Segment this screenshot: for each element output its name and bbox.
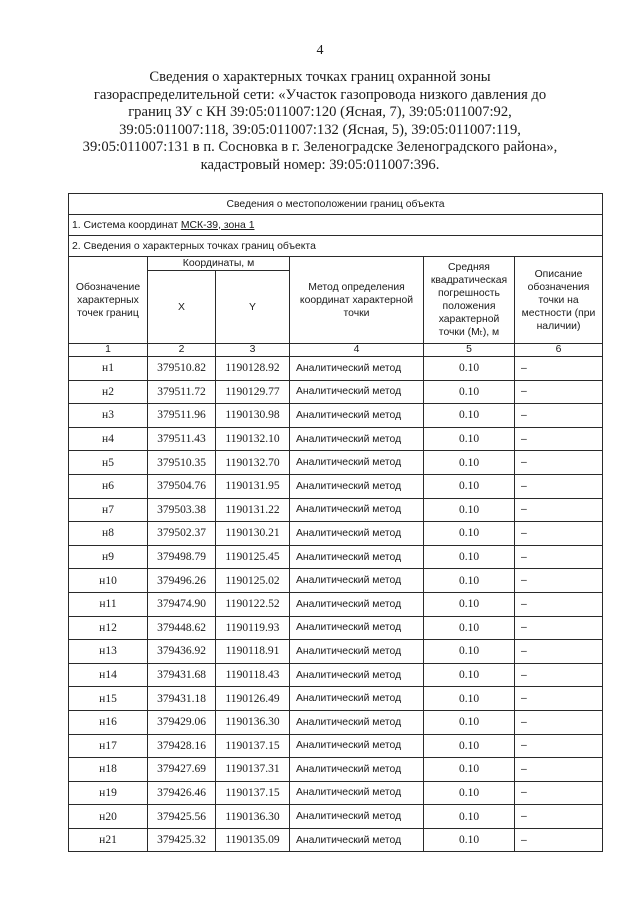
cell-accuracy: 0.10 <box>424 781 515 805</box>
coordinate-system-prefix: 1. Система координат <box>72 219 181 231</box>
header-description: Описание обозначения точки на местности (при наличии) <box>515 257 603 344</box>
table-row <box>69 545 603 569</box>
cell-method: Аналитический метод <box>290 474 424 498</box>
cell-y: 1190130.98 <box>216 404 290 428</box>
cell-accuracy: 0.10 <box>424 404 515 428</box>
cell-x: 379502.37 <box>148 522 216 546</box>
cell-method: Аналитический метод <box>290 828 424 852</box>
cell-point: н21 <box>69 828 148 852</box>
title-line: газораспределительной сети: «Участок газопровода низкого давления до <box>93 86 547 103</box>
cell-description: – <box>515 522 603 546</box>
cell-x: 379474.90 <box>148 592 216 616</box>
table-row <box>69 474 603 498</box>
cell-description: – <box>515 616 603 640</box>
cell-method: Аналитический метод <box>290 758 424 782</box>
cell-point: н18 <box>69 758 148 782</box>
cell-accuracy: 0.10 <box>424 616 515 640</box>
cell-point: н9 <box>69 545 148 569</box>
cell-accuracy: 0.10 <box>424 828 515 852</box>
cell-accuracy: 0.10 <box>424 569 515 593</box>
cell-method: Аналитический метод <box>290 805 424 829</box>
cell-point: н1 <box>69 357 148 381</box>
cell-x: 379498.79 <box>148 545 216 569</box>
cell-description: – <box>515 687 603 711</box>
table-row <box>69 616 603 640</box>
cell-point: н20 <box>69 805 148 829</box>
cell-y: 1190136.30 <box>216 805 290 829</box>
table-row <box>69 404 603 428</box>
cell-accuracy: 0.10 <box>424 758 515 782</box>
cell-point: н6 <box>69 474 148 498</box>
cell-y: 1190128.92 <box>216 357 290 381</box>
coordinate-system-row <box>69 215 603 236</box>
cell-y: 1190136.30 <box>216 710 290 734</box>
table-row <box>69 592 603 616</box>
cell-accuracy: 0.10 <box>424 592 515 616</box>
cell-y: 1190135.09 <box>216 828 290 852</box>
cell-x: 379426.46 <box>148 781 216 805</box>
cell-method: Аналитический метод <box>290 710 424 734</box>
table-row <box>69 640 603 664</box>
cell-y: 1190125.45 <box>216 545 290 569</box>
title-line: 39:05:011007:118, 39:05:011007:132 (Ясная, 5), 39:05:011007:119, <box>119 121 521 138</box>
cell-description: – <box>515 380 603 404</box>
cell-method: Аналитический метод <box>290 781 424 805</box>
table-row <box>69 687 603 711</box>
cell-y: 1190131.95 <box>216 474 290 498</box>
cell-x: 379511.72 <box>148 380 216 404</box>
cell-description: – <box>515 758 603 782</box>
cell-accuracy: 0.10 <box>424 498 515 522</box>
boundary-points-table <box>68 193 603 852</box>
cell-description: – <box>515 498 603 522</box>
cell-method: Аналитический метод <box>290 380 424 404</box>
cell-accuracy: 0.10 <box>424 663 515 687</box>
cell-description: – <box>515 828 603 852</box>
cell-description: – <box>515 357 603 381</box>
cell-description: – <box>515 404 603 428</box>
cell-y: 1190132.70 <box>216 451 290 475</box>
table-caption: Сведения о местоположении границ объекта <box>69 194 603 215</box>
cell-method: Аналитический метод <box>290 687 424 711</box>
header-y: Y <box>216 271 290 344</box>
cell-accuracy: 0.10 <box>424 522 515 546</box>
points-section-row: 2. Сведения о характерных точках границ объекта <box>69 236 603 257</box>
cell-method: Аналитический метод <box>290 545 424 569</box>
cell-y: 1190130.21 <box>216 522 290 546</box>
cell-x: 379425.56 <box>148 805 216 829</box>
cell-x: 379510.35 <box>148 451 216 475</box>
cell-accuracy: 0.10 <box>424 380 515 404</box>
cell-method: Аналитический метод <box>290 640 424 664</box>
cell-point: н10 <box>69 569 148 593</box>
cell-description: – <box>515 663 603 687</box>
cell-point: н15 <box>69 687 148 711</box>
cell-x: 379496.26 <box>148 569 216 593</box>
title-line: Сведения о характерных точках границ охранной зоны <box>149 69 491 85</box>
table-row <box>69 805 603 829</box>
cell-point: н3 <box>69 404 148 428</box>
table-row <box>69 663 603 687</box>
cell-method: Аналитический метод <box>290 427 424 451</box>
coordinate-system-name: МСК-39, зона 1 <box>180 219 255 231</box>
cell-y: 1190118.43 <box>216 663 290 687</box>
cell-method: Аналитический метод <box>290 616 424 640</box>
table-row <box>69 781 603 805</box>
table-row <box>69 522 603 546</box>
cell-x: 379431.68 <box>148 663 216 687</box>
table-row <box>69 734 603 758</box>
cell-x: 379429.06 <box>148 710 216 734</box>
cell-x: 379428.16 <box>148 734 216 758</box>
cell-point: н19 <box>69 781 148 805</box>
cell-method: Аналитический метод <box>290 592 424 616</box>
cell-y: 1190125.02 <box>216 569 290 593</box>
table-row <box>69 380 603 404</box>
cell-y: 1190129.77 <box>216 380 290 404</box>
header-method: Метод определения координат характерной точки <box>290 257 424 344</box>
table-row <box>69 427 603 451</box>
cell-x: 379425.32 <box>148 828 216 852</box>
cell-x: 379511.43 <box>148 427 216 451</box>
table-row <box>69 710 603 734</box>
table-row <box>69 569 603 593</box>
cell-method: Аналитический метод <box>290 404 424 428</box>
cell-description: – <box>515 781 603 805</box>
cell-y: 1190118.91 <box>216 640 290 664</box>
cell-y: 1190131.22 <box>216 498 290 522</box>
cell-point: н17 <box>69 734 148 758</box>
table-row <box>69 498 603 522</box>
header-point: Обозначение характерных точек границ <box>69 257 148 344</box>
title-line: кадастровый номер: 39:05:011007:396. <box>200 156 440 173</box>
table-row <box>69 451 603 475</box>
title-line: 39:05:011007:131 в п. Сосновка в г. Зеленоградске Зеленоградского района», <box>82 139 558 156</box>
cell-accuracy: 0.10 <box>424 474 515 498</box>
cell-method: Аналитический метод <box>290 357 424 381</box>
cell-x: 379510.82 <box>148 357 216 381</box>
column-number: 3 <box>216 344 290 357</box>
table-row <box>69 828 603 852</box>
column-number: 1 <box>69 344 148 357</box>
column-number: 4 <box>290 344 424 357</box>
cell-accuracy: 0.10 <box>424 805 515 829</box>
cell-method: Аналитический метод <box>290 663 424 687</box>
cell-description: – <box>515 710 603 734</box>
cell-accuracy: 0.10 <box>424 357 515 381</box>
cell-y: 1190119.93 <box>216 616 290 640</box>
cell-x: 379504.76 <box>148 474 216 498</box>
column-number: 6 <box>515 344 603 357</box>
cell-accuracy: 0.10 <box>424 734 515 758</box>
cell-x: 379431.18 <box>148 687 216 711</box>
cell-description: – <box>515 427 603 451</box>
cell-accuracy: 0.10 <box>424 427 515 451</box>
cell-method: Аналитический метод <box>290 522 424 546</box>
cell-description: – <box>515 569 603 593</box>
cell-accuracy: 0.10 <box>424 545 515 569</box>
header-coordinates: Координаты, м <box>148 257 290 271</box>
cell-description: – <box>515 805 603 829</box>
cell-accuracy: 0.10 <box>424 640 515 664</box>
cell-accuracy: 0.10 <box>424 451 515 475</box>
cell-y: 1190137.15 <box>216 734 290 758</box>
cell-description: – <box>515 640 603 664</box>
cell-method: Аналитический метод <box>290 569 424 593</box>
cell-point: н8 <box>69 522 148 546</box>
cell-y: 1190137.31 <box>216 758 290 782</box>
cell-point: н2 <box>69 380 148 404</box>
cell-accuracy: 0.10 <box>424 687 515 711</box>
cell-method: Аналитический метод <box>290 498 424 522</box>
column-number: 2 <box>148 344 216 357</box>
cell-method: Аналитический метод <box>290 451 424 475</box>
cell-description: – <box>515 734 603 758</box>
cell-x: 379503.38 <box>148 498 216 522</box>
table-row <box>69 357 603 381</box>
document-title <box>70 69 570 175</box>
cell-y: 1190122.52 <box>216 592 290 616</box>
cell-description: – <box>515 592 603 616</box>
cell-point: н7 <box>69 498 148 522</box>
column-number: 5 <box>424 344 515 357</box>
cell-y: 1190137.15 <box>216 781 290 805</box>
cell-description: – <box>515 451 603 475</box>
cell-accuracy: 0.10 <box>424 710 515 734</box>
cell-x: 379448.62 <box>148 616 216 640</box>
cell-point: н5 <box>69 451 148 475</box>
cell-point: н16 <box>69 710 148 734</box>
cell-point: н14 <box>69 663 148 687</box>
cell-method: Аналитический метод <box>290 734 424 758</box>
table-row <box>69 758 603 782</box>
cell-x: 379511.96 <box>148 404 216 428</box>
cell-x: 379436.92 <box>148 640 216 664</box>
cell-point: н4 <box>69 427 148 451</box>
cell-y: 1190126.49 <box>216 687 290 711</box>
cell-x: 379427.69 <box>148 758 216 782</box>
cell-point: н12 <box>69 616 148 640</box>
cell-point: н11 <box>69 592 148 616</box>
page-number: 4 <box>316 43 324 58</box>
cell-y: 1190132.10 <box>216 427 290 451</box>
cell-point: н13 <box>69 640 148 664</box>
header-x: X <box>148 271 216 344</box>
title-line: границ ЗУ с КН 39:05:011007:120 (Ясная, 7), 39:05:011007:92, <box>128 104 512 121</box>
cell-description: – <box>515 545 603 569</box>
header-accuracy: Средняя квадратическая погрешность положения характерной точки (Mₜ), м <box>424 257 515 344</box>
cell-description: – <box>515 474 603 498</box>
